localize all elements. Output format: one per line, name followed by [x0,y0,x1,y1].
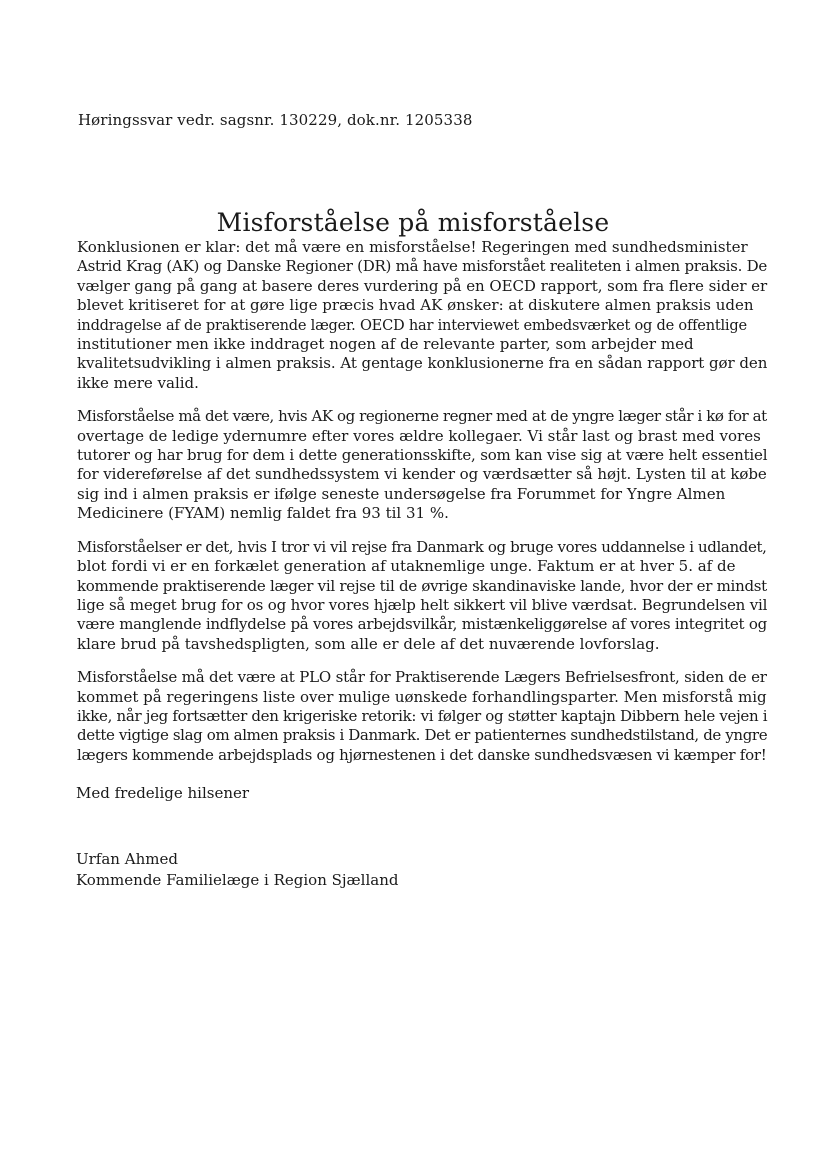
paragraph-line: for videreførelse af det sundhedssystem vi kender og værdsætter så højt. Lysten til at købe [77,465,767,484]
body-paragraph [77,238,768,393]
paragraph-line: Astrid Krag (AK) og Danske Regioner (DR) må have misforstået realiteten i almen praksis. De [77,257,767,276]
case-reference: Høringssvar vedr. sagsnr. 130229, dok.nr. 1205338 [78,111,473,129]
paragraph-line: blot fordi vi er en forkælet generation af utaknemlige unge. Faktum er at hver 5. af de [77,557,736,576]
paragraph-line: kommende praktiserende læger vil rejse til de øvrige skandinaviske lande, hvor der er mindst [77,576,767,595]
paragraph-line: sig ind i almen praksis er ifølge seneste undersøgelse fra Forummet for Yngre Almen [77,484,726,503]
signature-block [76,849,398,890]
paragraph-line: Misforståelser er det, hvis I tror vi vil rejse fra Danmark og bruge vores uddannelse i udlandet, [77,537,767,556]
signature-name: Urfan Ahmed [76,850,178,868]
paragraph-line: vælger gang på gang at basere deres vurdering på en OECD rapport, som fra flere sider er [77,276,768,295]
paragraph-line: Misforståelse må det være at PLO står for Praktiserende Lægers Befrielsesfront, siden de er [77,668,767,687]
paragraph-line: være manglende indflydelse på vores arbejdsvilkår, mistænkeliggørelse af vores integritet og [77,615,767,634]
paragraph-line: lægers kommende arbejdsplads og hjørnestenen i det danske sundhedsvæsen vi kæmper for! [77,745,767,764]
body-paragraph [77,537,768,654]
letter-body [77,238,768,779]
paragraph-line: Misforståelse må det være, hvis AK og regionerne regner med at de yngre læger står i kø for at [77,407,767,426]
body-paragraph [77,668,768,765]
paragraph-line: tutorer og har brug for dem i dette generationsskifte, som kan vise sig at være helt essentiel [77,446,768,465]
closing-greeting: Med fredelige hilsener [76,784,250,802]
paragraph-line: klare brud på tavshedspligten, som alle er dele af det nuværende lovforslag. [77,634,660,653]
paragraph-line: Medicinere (FYAM) nemlig faldet fra 93 til 31 %. [77,504,449,523]
paragraph-line: overtage de ledige ydernumre efter vores ældre kollegaer. Vi står last og brast med vores [77,426,761,445]
paragraph-line: blevet kritiseret for at gøre lige præcis hvad AK ønsker: at diskutere almen praksis uden [77,296,754,315]
paragraph-line: institutioner men ikke inddraget nogen af de relevante parter, som arbejder med [77,335,694,354]
paragraph-line: lige så meget brug for os og hvor vores hjælp helt sikkert vil blive værdsat. Begrundelsen vil [77,595,768,614]
body-paragraph [77,407,768,523]
paragraph-line: kvalitetsudvikling i almen praksis. At gentage konklusionerne fra en sådan rapport gør den [77,354,768,373]
paragraph-line: Konklusionen er klar: det må være en misforståelse! Regeringen med sundhedsminister [77,238,748,256]
paragraph-line: dette vigtige slag om almen praksis i Danmark. Det er patienternes sundhedstilstand, de yngre [77,726,768,745]
signature-role: Kommende Familielæge i Region Sjælland [76,870,399,889]
paragraph-line: ikke, når jeg fortsætter den krigeriske retorik: vi følger og støtter kaptajn Dibbern hele vejen i [77,706,768,725]
paragraph-line: kommet på regeringens liste over mulige uønskede forhandlingsparter. Men misforstå mig [77,687,767,706]
page-title: Misforståelse på misforståelse [216,207,610,237]
paragraph-line: ikke mere valid. [77,373,199,392]
paragraph-line: inddragelse af de praktiserende læger. OECD har interviewet embedsværket og de offentlige [77,316,747,334]
